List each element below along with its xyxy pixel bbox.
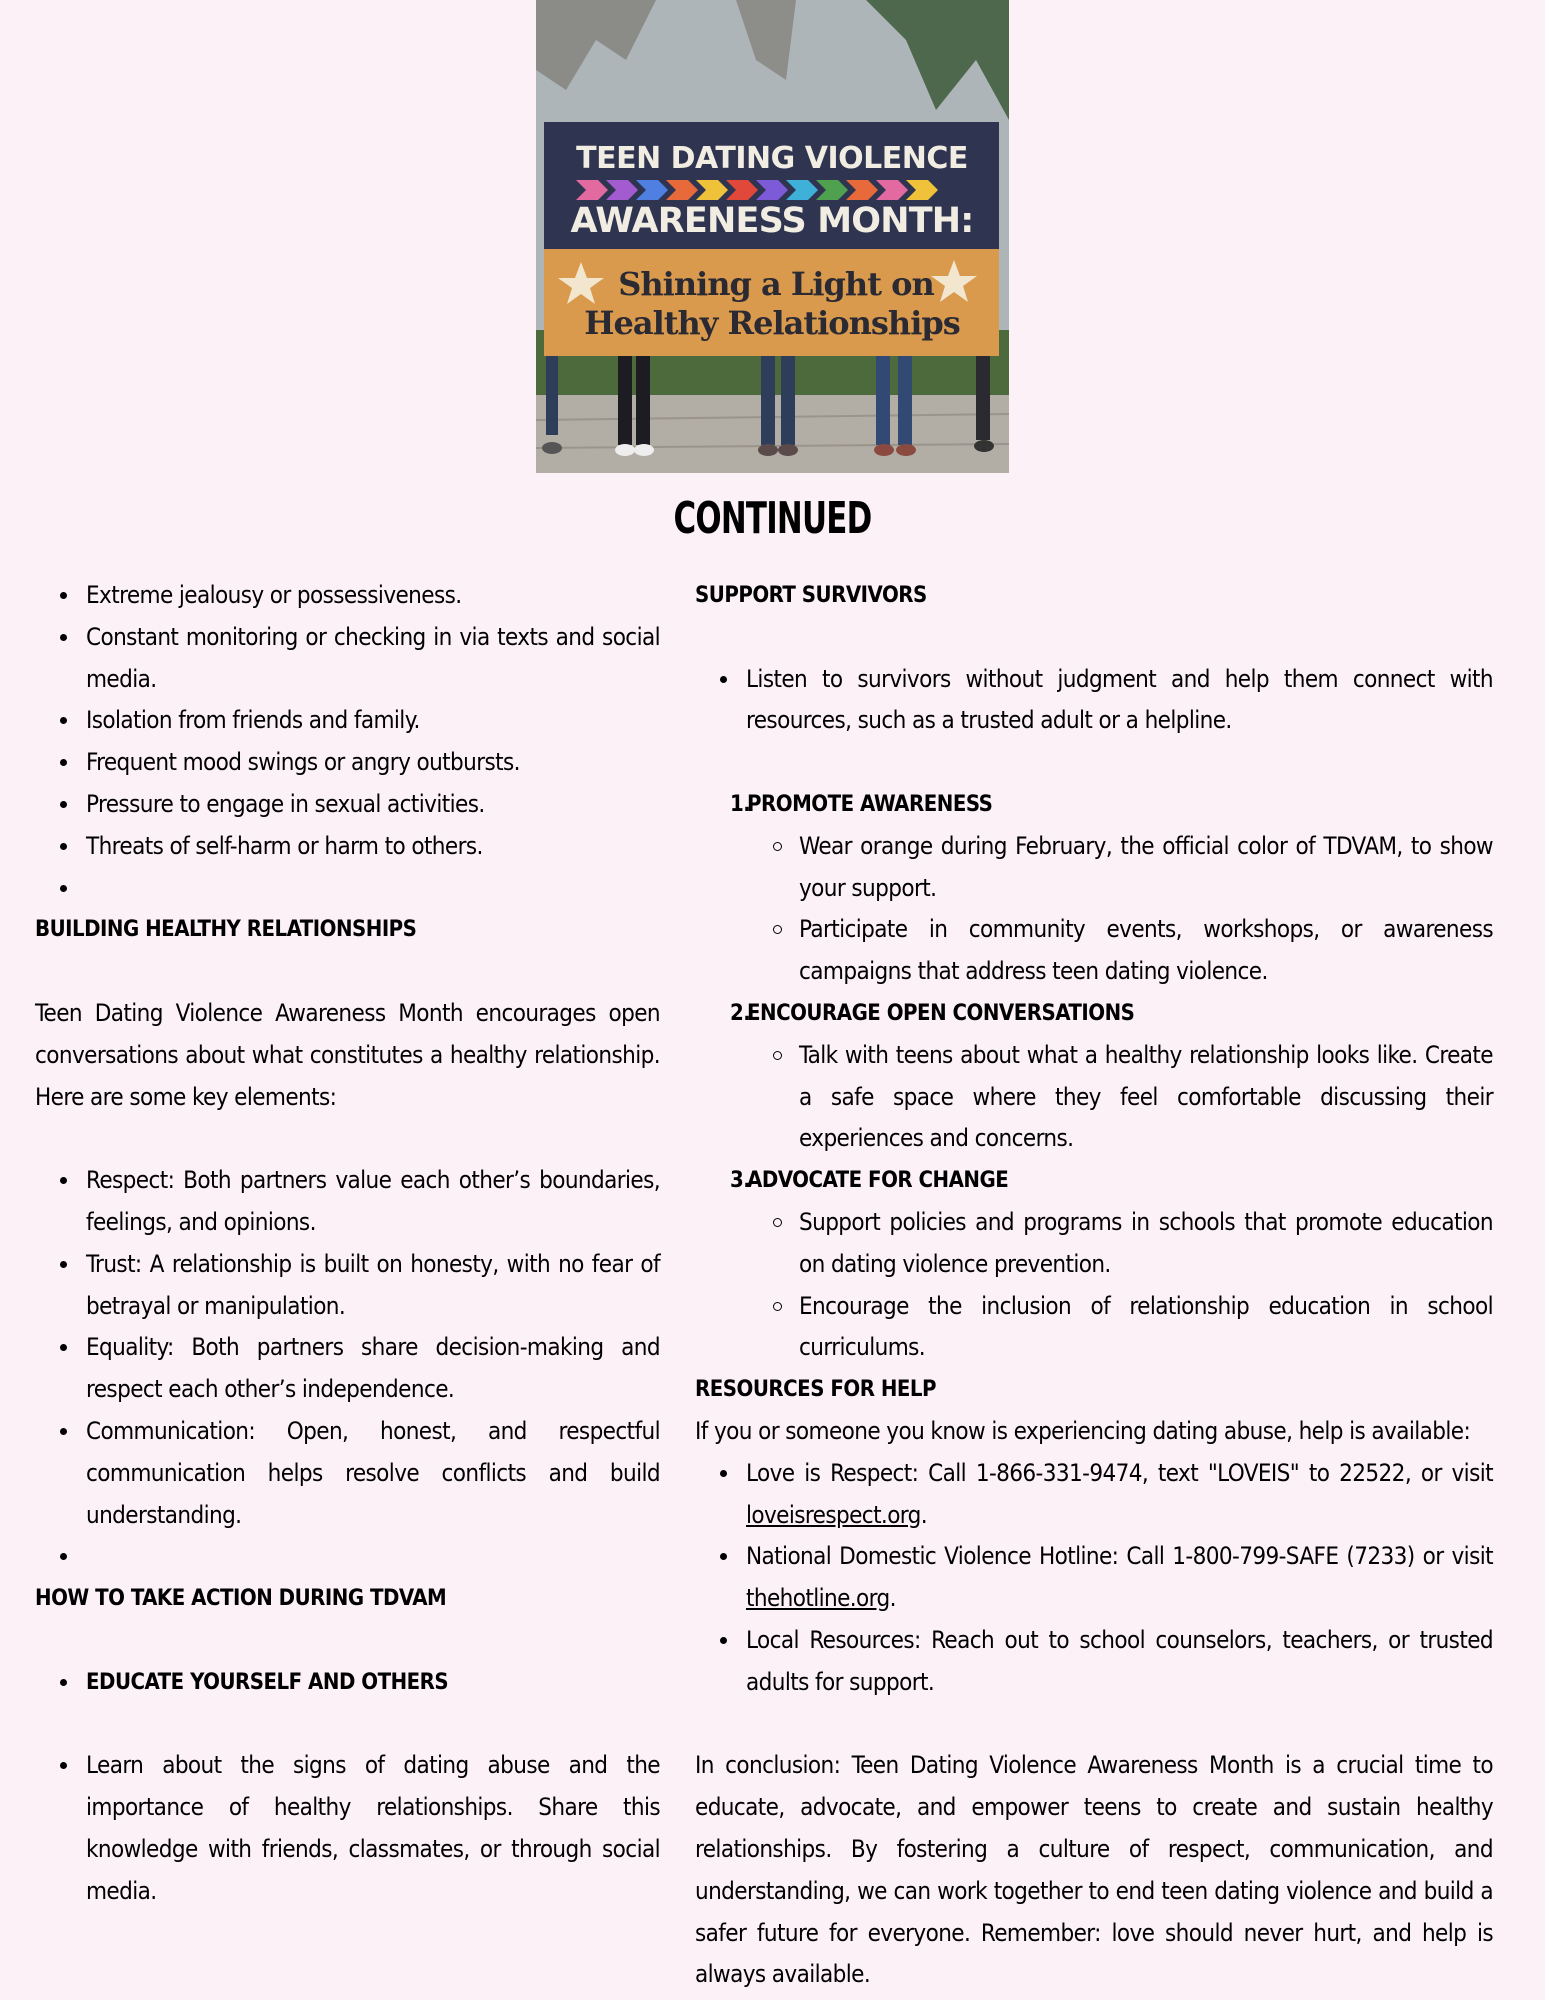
- support-survivors-heading: SUPPORT SURVIVORS: [695, 583, 927, 608]
- healthy-relationships-heading: BUILDING HEALTHY RELATIONSHIPS: [35, 917, 417, 943]
- left-column: [35, 575, 660, 1913]
- step-number: 1.: [730, 791, 751, 817]
- warning-signs-list: [35, 575, 660, 909]
- educate-text-list: [35, 1745, 660, 1912]
- educate-list: [35, 1662, 660, 1704]
- banner-line-2: AWARENESS MONTH:: [570, 201, 974, 241]
- list-item: Wear orange during February, the official color of TDVAM, to show your support.: [695, 826, 1493, 910]
- list-item: Equality: Both partners share decision-making and respect each other’s independence.: [35, 1327, 660, 1411]
- list-item: Constant monitoring or checking in via texts and social media.: [35, 617, 660, 701]
- list-item: Isolation from friends and family.: [35, 700, 660, 742]
- list-item: Encourage the inclusion of relationship education in school curriculums.: [695, 1286, 1493, 1370]
- page-title: CONTINUED: [673, 493, 872, 544]
- empty-list-item: [35, 868, 660, 910]
- step-heading-encourage: [695, 993, 1493, 1035]
- list-item: Threats of self-harm or harm to others.: [35, 826, 660, 868]
- step-number: 3.: [730, 1168, 751, 1194]
- conclusion-paragraph: In conclusion: Teen Dating Violence Awareness Month is a crucial time to educate, advocate, and empower teens to create and sustain healthy relationships. By fostering a culture of respect, communication, and understanding, we can work together to end teen dating violence and build a safer future for everyone. Remember: love should never hurt, and help is always available.: [695, 1751, 1493, 1989]
- support-list: [695, 659, 1493, 743]
- step-heading-advocate: [695, 1160, 1493, 1202]
- educate-heading: EDUCATE YOURSELF AND OTHERS: [35, 1662, 660, 1704]
- list-item: Support policies and programs in schools that promote education on dating violence prevention.: [695, 1202, 1493, 1286]
- list-item: Local Resources: Reach out to school counselors, teachers, or trusted adults for support.: [695, 1620, 1493, 1704]
- banner-line-1: TEEN DATING VIOLENCE: [576, 141, 968, 176]
- step-title: ADVOCATE FOR CHANGE: [747, 1168, 1009, 1194]
- step-title: PROMOTE AWARENESS: [747, 791, 993, 817]
- advocate-list: [695, 1202, 1493, 1369]
- healthy-intro-paragraph: Teen Dating Violence Awareness Month encourages open conversations about what constitutes a healthy relationship. Here are some key elements:: [35, 998, 660, 1111]
- list-item: Extreme jealousy or possessiveness.: [35, 575, 660, 617]
- list-item: Talk with teens about what a healthy relationship looks like. Create a safe space where they feel comfortable discussing their experiences and concerns.: [695, 1035, 1493, 1160]
- list-item: Frequent mood swings or angry outbursts.: [35, 742, 660, 784]
- list-item: Participate in community events, workshops, or awareness campaigns that address teen dating violence.: [695, 909, 1493, 993]
- list-item: Pressure to engage in sexual activities.: [35, 784, 660, 826]
- encourage-list: [695, 1035, 1493, 1160]
- list-item: Trust: A relationship is built on honesty, with no fear of betrayal or manipulation.: [35, 1244, 660, 1328]
- banner-illustration: [536, 0, 1009, 473]
- right-column: [695, 575, 1493, 1996]
- healthy-elements-list: [35, 1160, 660, 1578]
- list-item: Communication: Open, honest, and respectful communication helps resolve conflicts and build understanding.: [35, 1411, 660, 1536]
- educate-text: Learn about the signs of dating abuse and the importance of healthy relationships. Share this knowledge with friends, classmates, or through social media.: [35, 1745, 660, 1912]
- hero-banner-photo: [536, 0, 1009, 473]
- banner-line-4: Healthy Relationships: [584, 304, 960, 342]
- banner-line-3: Shining a Light on: [618, 265, 934, 303]
- list-item: Respect: Both partners value each other’s boundaries, feelings, and opinions.: [35, 1160, 660, 1244]
- resources-intro: If you or someone you know is experiencing dating abuse, help is available:: [695, 1416, 1471, 1445]
- resources-heading: RESOURCES FOR HELP: [695, 1377, 937, 1403]
- hotline-text: National Domestic Violence Hotline: Call 1-800-799-SAFE (7233) or visit: [746, 1542, 1493, 1571]
- take-action-heading: HOW TO TAKE ACTION DURING TDVAM: [35, 1586, 447, 1612]
- promote-list: [695, 826, 1493, 993]
- empty-list-item: [35, 1536, 660, 1578]
- love-is-respect-text: Love is Respect: Call 1-866-331-9474, text "LOVEIS" to 22522, or visit: [746, 1458, 1493, 1487]
- step-title: ENCOURAGE OPEN CONVERSATIONS: [747, 1000, 1135, 1026]
- loveisrespect-link[interactable]: loveisrespect.org: [746, 1500, 921, 1529]
- list-item: National Domestic Violence Hotline: Call 1-800-799-SAFE (7233) or visit thehotline.org.: [695, 1536, 1493, 1620]
- support-text: Listen to survivors without judgment and help them connect with resources, such as a trusted adult or a helpline.: [695, 659, 1493, 743]
- thehotline-link[interactable]: thehotline.org: [746, 1584, 890, 1613]
- step-number: 2.: [730, 1000, 751, 1026]
- resources-list: [695, 1453, 1493, 1704]
- list-item: Love is Respect: Call 1-866-331-9474, text "LOVEIS" to 22522, or visit loveisrespect.org.: [695, 1453, 1493, 1537]
- step-heading-promote: [695, 784, 1493, 826]
